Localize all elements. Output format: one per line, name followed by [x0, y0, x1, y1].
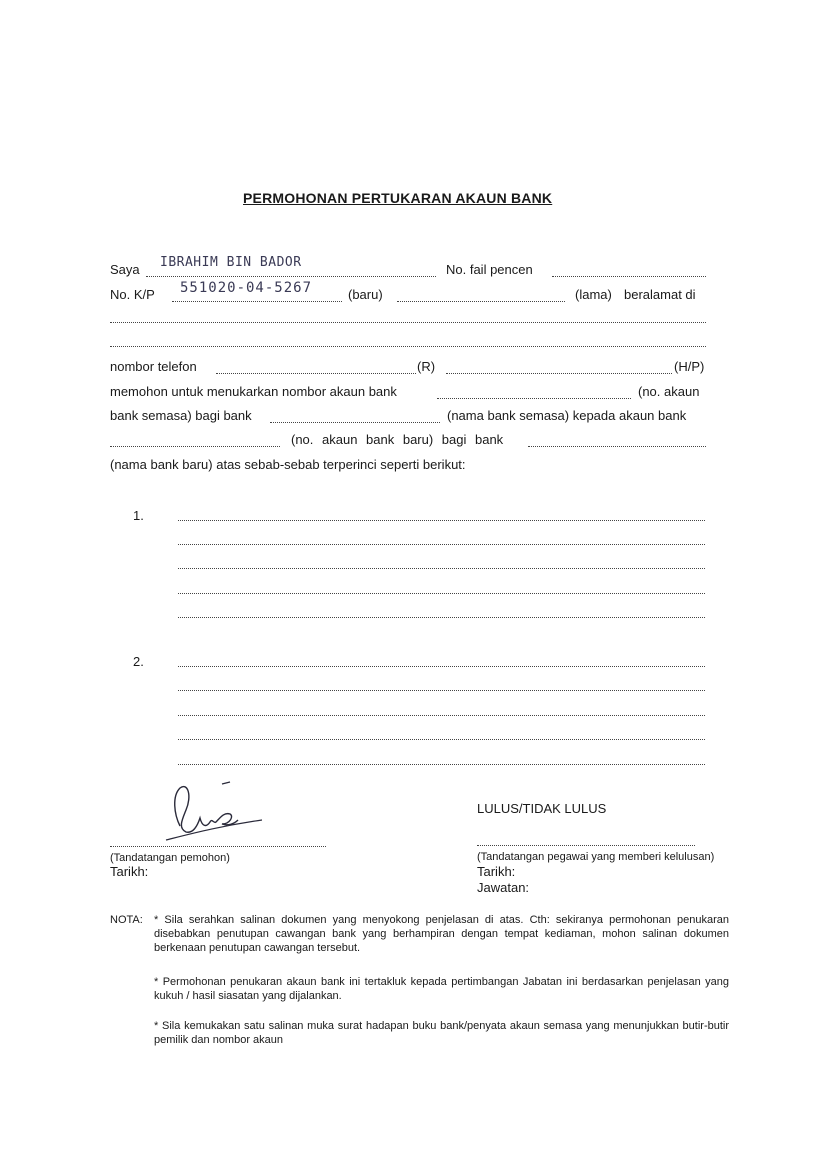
- jawatan-label: Jawatan:: [477, 880, 530, 895]
- reason-2-line-2[interactable]: [178, 690, 705, 691]
- kp-value: 551020-04-5267: [180, 280, 313, 296]
- akaun-baru-field[interactable]: [110, 446, 280, 447]
- nota-label: NOTA:: [110, 914, 143, 926]
- nota-item: * Permohonan penukaran akaun bank ini tertakluk kepada pertimbangan Jabatan ini berdasarkan penjelasan yang kukuh / hasil siasatan yang dijalankan.: [154, 976, 729, 1002]
- r-label: (R): [417, 359, 436, 374]
- nama-bank-semasa-label: (nama bank semasa) kepada akaun bank: [447, 408, 687, 423]
- hp-label: (H/P): [674, 359, 705, 374]
- telefon-hp-field[interactable]: [446, 373, 672, 374]
- bank-semasa-label: bank semasa) bagi bank: [110, 408, 252, 423]
- bank-baru-field[interactable]: [528, 446, 706, 447]
- name-field[interactable]: [146, 276, 436, 277]
- no-akaun-baru-label: (no. akaun bank baru) bagi bank: [291, 432, 504, 447]
- officer-signature-line[interactable]: [477, 845, 695, 846]
- pemohon-caption: (Tandatangan pemohon): [110, 852, 230, 864]
- reason-2-line-3[interactable]: [178, 715, 705, 716]
- lulus-label: LULUS/TIDAK LULUS: [477, 801, 607, 816]
- reason-1-line-3[interactable]: [178, 568, 705, 569]
- no-akaun-label: (no. akaun: [638, 384, 700, 399]
- tarikh-label: Tarikh:: [110, 864, 149, 879]
- nota-item: * Sila kemukakan satu salinan muka surat hadapan buku bank/penyata akaun semasa yang menunjukkan butir-butir pemilik dan nombor akaun: [154, 1020, 729, 1046]
- reason-1-line-2[interactable]: [178, 544, 705, 545]
- kp-label: No. K/P: [110, 287, 155, 302]
- pegawai-caption: (Tandatangan pegawai yang memberi kelulusan): [477, 851, 715, 863]
- nota-item: * Sila serahkan salinan dokumen yang menyokong penjelasan di atas. Cth: sekiranya permohonan penukaran disebabkan penutupan cawangan bank yang berhampiran dengan tempat kediaman, mohon salinan dokumen berkenaan penutupan cawangan tersebut.: [154, 914, 729, 954]
- saya-label: Saya: [110, 262, 140, 277]
- memohon-label: memohon untuk menukarkan nombor akaun bank: [110, 384, 397, 399]
- tarikh2-label: Tarikh:: [477, 864, 516, 879]
- reason-1-line-4[interactable]: [178, 593, 705, 594]
- reason-number: 1.: [133, 508, 144, 523]
- lama-label: (lama): [575, 287, 612, 302]
- bank-semasa-field[interactable]: [270, 422, 440, 423]
- akaun-semasa-field[interactable]: [437, 398, 631, 399]
- address-line-1[interactable]: [110, 322, 706, 323]
- reason-2-line-5[interactable]: [178, 764, 705, 765]
- kp-lama-field[interactable]: [397, 301, 565, 302]
- reason-2-line-1[interactable]: [178, 666, 705, 667]
- page-title: PERMOHONAN PERTUKARAN AKAUN BANK: [243, 190, 553, 206]
- name-value: IBRAHIM BIN BADOR: [160, 255, 302, 270]
- reason-1-line-5[interactable]: [178, 617, 705, 618]
- beralamat-label: beralamat di: [624, 287, 696, 302]
- fail-pencen-field[interactable]: [552, 276, 706, 277]
- fail-pencen-label: No. fail pencen: [446, 262, 533, 277]
- kp-field[interactable]: [172, 301, 342, 302]
- address-line-2[interactable]: [110, 346, 706, 347]
- reason-1-line-1[interactable]: [178, 520, 705, 521]
- applicant-signature: [150, 776, 270, 848]
- baru-label: (baru): [348, 287, 383, 302]
- telefon-r-field[interactable]: [216, 373, 416, 374]
- reason-2-line-4[interactable]: [178, 739, 705, 740]
- nama-bank-baru-label: (nama bank baru) atas sebab-sebab terperinci seperti berikut:: [110, 457, 466, 472]
- telefon-label: nombor telefon: [110, 359, 197, 374]
- applicant-signature-line[interactable]: [110, 846, 326, 847]
- reason-number: 2.: [133, 654, 144, 669]
